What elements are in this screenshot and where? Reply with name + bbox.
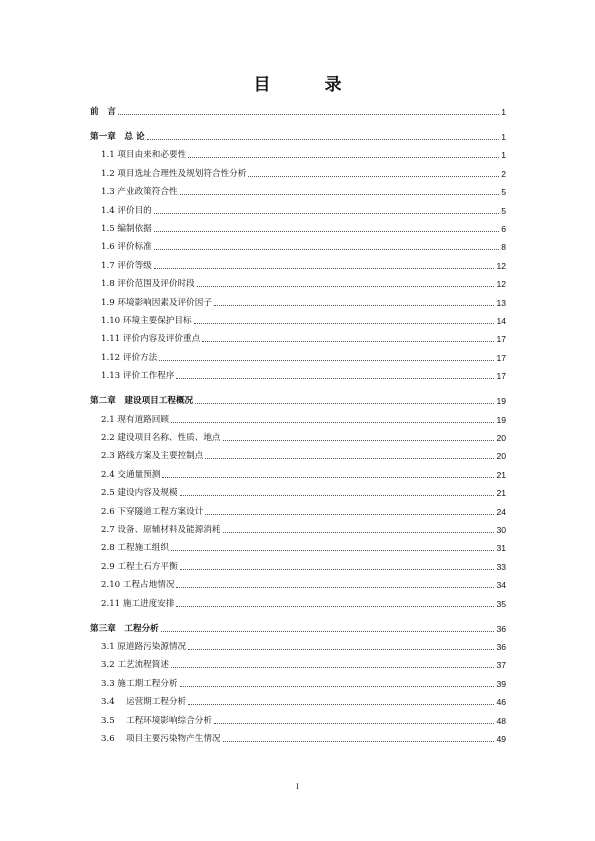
toc-chapter-entry[interactable] [90,393,506,407]
toc-entry-page: 1 [501,132,506,142]
toc-leader-dots [161,631,495,632]
toc-entry-label: 2.9 工程土石方平衡 [101,561,178,572]
toc-entry-label: 1.4 评价目的 [101,205,152,216]
toc-section-entry[interactable] [90,540,506,554]
toc-entry-label: 3.1 原道路污染源情况 [101,642,187,652]
toc-section-entry[interactable] [90,559,506,573]
toc-section-entry[interactable] [90,203,506,217]
toc-entry-page: 20 [496,451,506,462]
toc-entry-page: 19 [496,396,506,407]
toc-entry-label: 3.3 施工期工程分析 [101,678,178,689]
toc-entry-label: 1.13 评价工作程序 [101,371,175,382]
toc-leader-dots [154,231,499,232]
toc-leader-dots [205,514,494,515]
toc-section-entry[interactable] [90,639,506,653]
toc-leader-dots [118,114,499,115]
toc-leader-dots [162,477,494,478]
toc-entry-page: 14 [496,316,506,326]
toc-leader-dots [180,194,500,195]
toc-entry-page: 31 [496,543,506,554]
toc-section-entry[interactable] [90,276,506,290]
toc-section-entry[interactable] [90,331,506,345]
toc-leader-dots [171,550,494,551]
toc-section-entry[interactable] [90,221,506,235]
toc-leader-dots [205,458,494,459]
toc-entry-page: 24 [496,506,506,517]
toc-leader-dots [171,667,494,668]
toc-entry-page: 5 [501,187,506,198]
toc-entry-page: 5 [501,205,506,216]
toc-leader-dots [188,649,494,650]
toc-chapter-entry[interactable] [90,104,506,118]
toc-entry-label: 第三章 工程分析 [90,623,159,634]
toc-leader-dots [223,532,495,533]
toc-entry-page: 13 [496,297,506,308]
toc-entry-label: 2.1 现有道路回顾 [101,414,169,425]
toc-section-entry[interactable] [90,430,506,444]
toc-entry-label: 2.3 路线方案及主要控制点 [101,451,204,462]
toc-leader-dots [176,606,494,607]
toc-leader-dots [197,286,495,287]
toc-entry-label: 第一章 总 论 [90,132,145,142]
toc-entry-page: 1 [501,150,506,161]
toc-entry-label: 3.2 工艺流程简述 [101,660,169,671]
toc-entry-page: 33 [496,561,506,572]
toc-entry-label: 2.2 建设项目名称、性质、地点 [101,433,221,443]
page-number-footer: I [296,782,299,791]
toc-entry-label: 1.2 项目选址合理性及规划符合性分析 [101,168,247,179]
toc-entry-page: 6 [501,224,506,234]
toc-section-entry[interactable] [90,184,506,198]
toc-entry-page: 1 [501,107,506,117]
toc-entry-page: 19 [496,414,506,425]
toc-leader-dots [171,422,494,423]
toc-leader-dots [202,341,494,342]
toc-entry-page: 37 [496,660,506,671]
toc-leader-dots [188,157,499,158]
toc-entry-page: 17 [496,371,506,382]
toc-leader-dots [180,495,495,496]
page-title: 目 录 [253,75,366,95]
toc-entry-label: 2.7 设备、原辅材料及能源消耗 [101,525,221,535]
toc-entry-label: 前 言 [90,107,116,117]
toc-entry-label: 3.6 项目主要污染物产生情况 [101,734,221,744]
toc-entry-label: 3.4 运营期工程分析 [101,697,187,708]
toc-leader-dots [214,305,495,306]
toc-leader-dots [154,249,499,250]
toc-entry-label: 2.11 施工进度安排 [101,598,175,609]
toc-section-entry[interactable] [90,731,506,745]
toc-entry-page: 20 [496,433,506,443]
toc-section-entry[interactable] [90,657,506,671]
toc-entry-label: 2.5 建设内容及规模 [101,488,178,499]
toc-section-entry[interactable] [90,694,506,708]
toc-leader-dots [214,723,495,724]
toc-section-entry[interactable] [90,239,506,253]
toc-section-entry[interactable] [90,676,506,690]
toc-entry-page: 17 [496,334,506,345]
toc-leader-dots [223,741,495,742]
toc-chapter-entry[interactable] [90,129,506,143]
toc-section-entry[interactable] [90,485,506,499]
toc-section-entry[interactable] [90,295,506,309]
toc-section-entry[interactable] [90,522,506,536]
toc-entry-page: 2 [501,168,506,179]
toc-leader-dots [180,686,495,687]
toc-entry-page: 8 [501,242,506,253]
toc-leader-dots [176,378,494,379]
toc-entry-page: 12 [496,279,506,290]
toc-section-entry[interactable] [90,258,506,272]
toc-chapter-entry[interactable] [90,621,506,635]
toc-leader-dots [194,323,495,324]
toc-leader-dots [154,213,499,214]
toc-entry-label: 1.10 环境主要保护目标 [101,316,192,326]
toc-entry-page: 46 [496,697,506,708]
toc-entry-page: 36 [496,623,506,634]
toc-entry-label: 1.8 评价范围及评价时段 [101,279,195,290]
toc-entry-page: 17 [496,352,506,363]
toc-section-entry[interactable] [90,147,506,161]
toc-entry-label: 1.6 评价标准 [101,242,152,253]
toc-entry-page: 21 [496,488,506,499]
toc-section-entry[interactable] [90,313,506,327]
toc-leader-dots [159,360,494,361]
toc-leader-dots [248,176,499,177]
toc-section-entry[interactable] [90,368,506,382]
toc-leader-dots [195,403,494,404]
toc-section-entry[interactable] [90,412,506,426]
toc-section-entry[interactable] [90,577,506,591]
toc-entry-label: 1.1 项目由来和必要性 [101,150,187,161]
toc-entry-label: 2.10 工程占地情况 [101,580,175,591]
toc-entry-page: 39 [496,678,506,689]
toc-entry-page: 49 [496,734,506,744]
toc-entry-page: 36 [496,642,506,652]
toc-entry-label: 1.11 评价内容及评价重点 [101,334,201,345]
toc-entry-page: 30 [496,525,506,535]
toc-entry-label: 3.5 工程环境影响综合分析 [101,715,212,726]
toc-entry-label: 2.8 工程施工组织 [101,543,169,554]
toc-section-entry[interactable] [90,713,506,727]
toc-entry-label: 1.5 编制依据 [101,224,152,234]
toc-entry-label: 1.12 评价方法 [101,352,158,363]
toc-section-entry[interactable] [90,166,506,180]
toc-leader-dots [154,268,495,269]
toc-section-entry[interactable] [90,467,506,481]
toc-entry-page: 48 [496,715,506,726]
toc-section-entry[interactable] [90,350,506,364]
toc-leader-dots [180,569,495,570]
toc-section-entry[interactable] [90,596,506,610]
toc-entry-page: 34 [496,580,506,591]
toc-section-entry[interactable] [90,448,506,462]
toc-entry-label: 2.6 下穿隧道工程方案设计 [101,506,204,517]
toc-entry-label: 1.7 评价等级 [101,260,152,271]
toc-entry-page: 12 [496,260,506,271]
toc-entry-label: 第二章 建设项目工程概况 [90,396,194,407]
toc-section-entry[interactable] [90,504,506,518]
toc-leader-dots [223,440,495,441]
toc-leader-dots [147,139,500,140]
toc-entry-page: 35 [496,598,506,609]
toc-entry-label: 2.4 交通量预测 [101,469,161,480]
toc-entry-page: 21 [496,469,506,480]
toc-leader-dots [188,704,494,705]
toc-leader-dots [176,587,494,588]
toc-entry-label: 1.3 产业政策符合性 [101,187,178,198]
toc-entry-label: 1.9 环境影响因素及评价因子 [101,297,212,308]
